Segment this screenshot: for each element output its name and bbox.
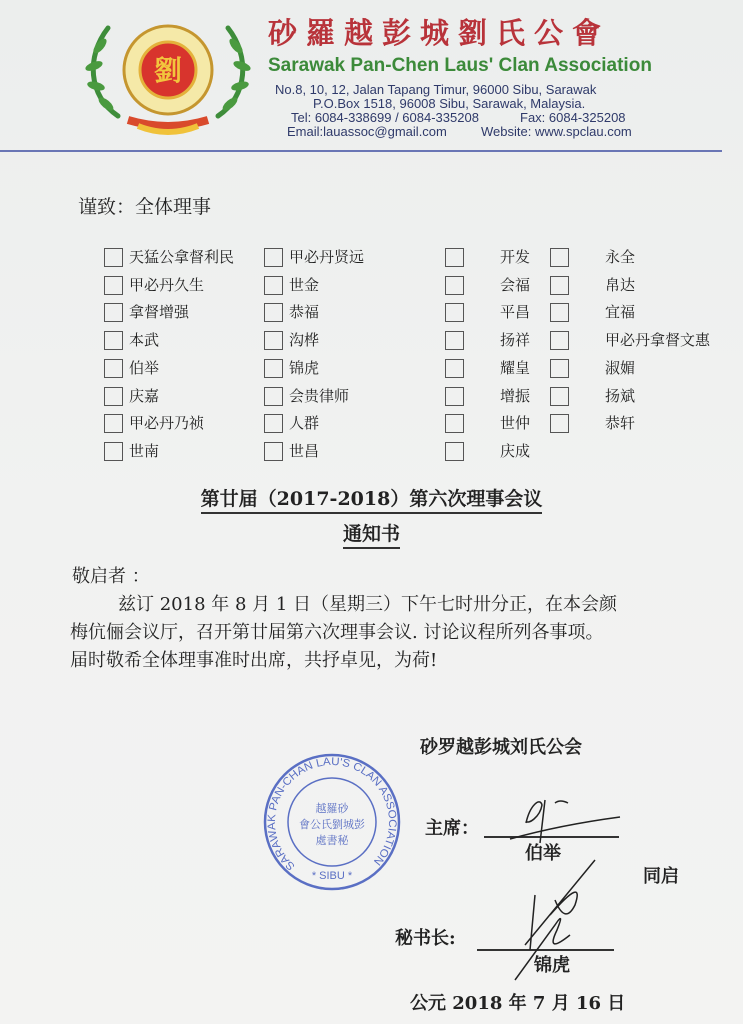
recipient-item xyxy=(445,248,530,267)
chairman-signature xyxy=(500,795,630,845)
address-line-2: P.O.Box 1518, 96008 Sibu, Sarawak, Malaysia. xyxy=(313,96,586,111)
recipient-checkbox[interactable] xyxy=(550,359,569,378)
stamp-bottom-text: * SIBU * xyxy=(311,870,353,882)
meeting-title-text: 第廿届（2017-2018）第六次理事会议 xyxy=(201,488,543,514)
body-line-1: 兹订 2018 年 8 月 1 日（星期三）下午七时卅分正，在本会颜 xyxy=(118,594,618,615)
recipient-checkbox[interactable] xyxy=(445,414,464,433)
notice-title-text: 通知书 xyxy=(343,523,400,549)
recipient-checkbox[interactable] xyxy=(104,248,123,267)
association-english-name: Sarawak Pan-Chen Laus' Clan Association xyxy=(268,55,652,76)
recipient-name: 耀皇 xyxy=(500,359,531,377)
recipient-item xyxy=(104,248,234,267)
recipient-item xyxy=(104,331,159,350)
recipient-item xyxy=(104,276,204,295)
recipient-item xyxy=(445,276,530,295)
recipient-name: 甲必丹拿督文惠 xyxy=(605,331,711,349)
recipient-checkbox[interactable] xyxy=(264,359,283,378)
recipient-name: 人群 xyxy=(289,414,320,432)
recipient-checkbox[interactable] xyxy=(264,331,283,350)
recipient-checkbox[interactable] xyxy=(550,414,569,433)
body-line-2: 梅伉俪会议厅，召开第廿届第六次理事会议. 讨论议程所列各事项。 xyxy=(70,622,604,643)
recipient-item xyxy=(264,359,319,378)
recipient-item xyxy=(264,387,349,406)
recipient-name: 帛达 xyxy=(605,276,636,294)
letter-date: 公元 2018 年 7 月 16 日 xyxy=(410,993,626,1014)
recipient-name: 世昌 xyxy=(289,442,320,460)
recipient-name: 甲必丹贤远 xyxy=(289,248,365,266)
recipient-checkbox[interactable] xyxy=(550,276,569,295)
recipient-name: 宜福 xyxy=(605,303,636,321)
recipient-name: 开发 xyxy=(500,248,531,266)
header-divider xyxy=(0,150,722,152)
recipient-item xyxy=(445,303,530,322)
recipient-checkbox[interactable] xyxy=(264,276,283,295)
recipient-checkbox[interactable] xyxy=(264,303,283,322)
recipient-name: 增振 xyxy=(500,387,531,405)
recipient-name: 会福 xyxy=(500,276,531,294)
joint-signoff: 同启 xyxy=(643,866,679,887)
recipient-checkbox[interactable] xyxy=(104,442,123,461)
stamp-inner-3: 處書秘 xyxy=(315,834,349,847)
recipient-item xyxy=(104,303,189,322)
recipient-item xyxy=(264,276,319,295)
recipient-checkbox[interactable] xyxy=(104,387,123,406)
recipient-name: 天猛公拿督利民 xyxy=(129,248,235,266)
email: Email:lauassoc@gmail.com xyxy=(287,124,447,139)
recipient-name: 甲必丹乃祯 xyxy=(129,414,205,432)
association-stamp xyxy=(262,752,402,892)
recipient-checkbox[interactable] xyxy=(104,276,123,295)
recipient-name: 淑媚 xyxy=(605,359,636,377)
recipient-name: 伯举 xyxy=(129,359,160,377)
recipient-name: 锦虎 xyxy=(289,359,320,377)
recipient-checkbox[interactable] xyxy=(264,248,283,267)
recipient-name: 庆成 xyxy=(500,442,531,460)
telephone: Tel: 6084-338699 / 6084-335208 xyxy=(291,110,479,125)
recipient-item xyxy=(550,276,635,295)
recipient-checkbox[interactable] xyxy=(445,442,464,461)
recipient-item xyxy=(264,303,319,322)
recipient-checkbox[interactable] xyxy=(445,359,464,378)
recipient-item xyxy=(550,248,635,267)
recipient-item xyxy=(550,414,635,433)
recipient-checkbox[interactable] xyxy=(550,387,569,406)
association-logo xyxy=(78,16,258,136)
recipient-checkbox[interactable] xyxy=(104,359,123,378)
recipient-item xyxy=(445,442,530,461)
recipient-name: 世金 xyxy=(289,276,320,294)
recipient-name: 扬斌 xyxy=(605,387,636,405)
recipient-checkbox[interactable] xyxy=(550,303,569,322)
fax: Fax: 6084-325208 xyxy=(520,110,626,125)
recipient-item xyxy=(264,248,364,267)
recipient-checkbox[interactable] xyxy=(445,303,464,322)
signoff-organization: 砂罗越彭城刘氏公会 xyxy=(420,737,582,758)
address-line-1: No.8, 10, 12, Jalan Tapang Timur, 96000 Sibu, Sarawak xyxy=(275,82,597,97)
recipient-checkbox[interactable] xyxy=(264,387,283,406)
logo-char: 劉 xyxy=(153,54,183,87)
secretary-name: 锦虎 xyxy=(534,955,570,976)
website: Website: www.spclau.com xyxy=(481,124,632,139)
recipient-checkbox[interactable] xyxy=(445,248,464,267)
recipient-item xyxy=(550,359,635,378)
addressee: 谨致：全体理事 xyxy=(78,196,212,218)
recipient-checkbox[interactable] xyxy=(445,331,464,350)
recipient-item xyxy=(550,387,635,406)
recipient-name: 沟桦 xyxy=(289,331,320,349)
recipient-item xyxy=(445,331,530,350)
recipient-item xyxy=(445,414,530,433)
recipient-checkbox[interactable] xyxy=(550,331,569,350)
recipient-checkbox[interactable] xyxy=(104,303,123,322)
recipient-item xyxy=(104,414,204,433)
recipient-checkbox[interactable] xyxy=(445,276,464,295)
recipient-name: 恭福 xyxy=(289,303,320,321)
recipient-item xyxy=(104,359,159,378)
recipient-item xyxy=(264,414,319,433)
recipient-item xyxy=(104,442,159,461)
recipient-name: 世南 xyxy=(129,442,160,460)
recipient-checkbox[interactable] xyxy=(264,442,283,461)
association-chinese-name: 砂羅越彭城劉氏公會 xyxy=(268,16,611,50)
stamp-inner-2: 會公氏劉城彭 xyxy=(299,818,365,831)
notice-title xyxy=(0,523,743,546)
recipient-item xyxy=(550,303,635,322)
recipient-checkbox[interactable] xyxy=(104,331,123,350)
recipient-name: 拿督增强 xyxy=(129,303,190,321)
recipient-item xyxy=(550,331,710,350)
recipient-name: 恭轩 xyxy=(605,414,636,432)
chairman-name: 伯举 xyxy=(525,843,561,864)
recipient-item xyxy=(264,442,319,461)
recipient-checkbox[interactable] xyxy=(104,414,123,433)
recipient-checkbox[interactable] xyxy=(445,387,464,406)
recipient-item xyxy=(445,387,530,406)
recipient-checkbox[interactable] xyxy=(264,414,283,433)
stamp-inner-1: 越羅砂 xyxy=(315,802,349,815)
stamp-outer-text: SARAWAK PAN-CHAN LAU'S CLAN ASSOCIATION xyxy=(265,755,399,873)
secretary-label: 秘书长: xyxy=(395,928,456,949)
recipient-name: 扬祥 xyxy=(500,331,531,349)
recipient-name: 庆嘉 xyxy=(129,387,160,405)
recipient-name: 会贵律师 xyxy=(289,387,350,405)
chairman-label: 主席： xyxy=(425,818,479,839)
recipient-checkbox[interactable] xyxy=(550,248,569,267)
recipient-item xyxy=(264,331,319,350)
recipient-item xyxy=(104,387,159,406)
body-line-3: 届时敬希全体理事准时出席，共抒卓见，为荷! xyxy=(70,650,438,671)
meeting-title xyxy=(0,488,743,511)
greeting: 敬启者 ： xyxy=(72,566,150,587)
recipient-name: 平昌 xyxy=(500,303,531,321)
recipient-name: 永全 xyxy=(605,248,636,266)
recipient-name: 本武 xyxy=(129,331,160,349)
recipient-name: 甲必丹久生 xyxy=(129,276,205,294)
recipient-item xyxy=(445,359,530,378)
recipient-name: 世仲 xyxy=(500,414,531,432)
